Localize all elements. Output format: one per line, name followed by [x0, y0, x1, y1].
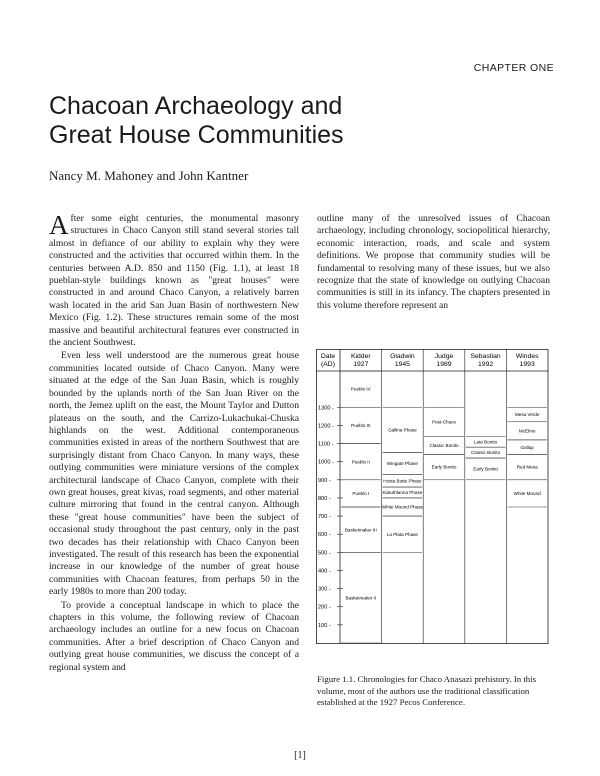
- title-line-2: Great House Communities: [49, 121, 344, 149]
- column-header-name: Judge: [434, 353, 454, 360]
- y-tick-label: 300 -: [318, 586, 331, 593]
- period-label: Pueblo II: [351, 459, 370, 465]
- column-header-name: Gladwin: [390, 353, 415, 360]
- period-label: White Mound: [513, 491, 541, 496]
- chapter-label: CHAPTER ONE: [473, 62, 554, 74]
- period-label: McElmo: [518, 428, 536, 434]
- chronology-chart: [316, 347, 552, 647]
- y-tick-label: 800 -: [318, 495, 331, 502]
- period-label: Early Bonito: [431, 464, 457, 470]
- period-label: Basketmaker III: [344, 527, 377, 533]
- title-line-1: Chacoan Archaeology and: [49, 92, 343, 120]
- authors: Nancy M. Mahoney and John Kantner: [49, 168, 249, 183]
- y-tick-label: 500 -: [318, 550, 331, 557]
- period-label: Gallup: [520, 444, 534, 450]
- period-label: Mesa Verde: [514, 412, 540, 418]
- chapter-title: [49, 92, 344, 150]
- column-header-year: 1992: [478, 361, 494, 368]
- y-tick-label: 1100 -: [318, 441, 334, 448]
- y-tick-label: 1300 -: [318, 405, 334, 412]
- period-label: Gallina Phase: [388, 427, 417, 433]
- column-header-year: 1993: [519, 361, 535, 368]
- y-tick-label: 400 -: [318, 568, 331, 575]
- column-header-name: Windes: [515, 353, 539, 360]
- date-header-label: (AD): [321, 361, 335, 368]
- period-label: Pueblo III: [351, 423, 371, 428]
- period-label: Classic Bonito: [471, 450, 501, 456]
- period-label: La Plata Phase: [386, 531, 418, 537]
- period-label: Kiatuthlanna Phase: [382, 490, 423, 496]
- period-label: Wingate Phase: [386, 461, 418, 467]
- figure-caption: Figure 1.1. Chronologies for Chaco Anasazi prehistory. In this volume, most of the authors use the traditional classification established at the 1927 Pecos Conference.: [317, 674, 537, 708]
- column-header-name: Sebastian: [470, 353, 501, 360]
- paragraph-4: outline many of the unresolved issues of Chacoan archaeology, including chronology, sociopolitical hierarchy, economic interaction, roads, and scale and system definitions. We propose that community studies will be fundamental to resolving many of these issues, but we also recognize that the state of knowledge on outlying Chacoan communities is still in its infancy. The chapters presented in this volume therefore represent an: [317, 213, 550, 311]
- y-tick-label: 100 -: [318, 622, 331, 629]
- y-tick-label: 900 -: [318, 477, 331, 484]
- y-tick-label: 1200 -: [318, 423, 334, 430]
- period-label: Early Bonito: [473, 466, 498, 472]
- period-label: Late Bonito: [473, 439, 498, 445]
- period-label: Red Mesa: [516, 464, 538, 470]
- period-label: Classic Bonito: [429, 442, 459, 448]
- date-header-label: Date: [320, 353, 336, 360]
- page-number: [1]: [294, 750, 306, 761]
- column-header-year: 1989: [436, 361, 452, 368]
- y-tick-label: 700 -: [318, 514, 331, 521]
- period-label: Basketmaker II: [345, 595, 377, 601]
- chronology-figure: [316, 347, 552, 647]
- period-label: White Mound Phase: [381, 504, 424, 510]
- drop-cap: A: [49, 210, 69, 240]
- period-label: Pueblo IV: [350, 386, 371, 392]
- y-tick-label: 1000 -: [318, 459, 334, 466]
- column-header-year: 1945: [394, 361, 410, 368]
- y-tick-label: 200 -: [318, 604, 331, 611]
- period-label: Post-Chaco: [431, 419, 457, 425]
- column-header-year: 1927: [353, 361, 369, 368]
- period-label: Hosta Butte Phase: [383, 478, 422, 484]
- right-column: [317, 213, 550, 313]
- paragraph-3: To provide a conceptual landscape in which to place the chapters in this volume, the following review of Chacoan archaeology includes an outline for a new focus on Chacoan communities. After a brief description of Chaco Canyon and outlying great house communities, we discuss the concept of a regional system and: [49, 599, 299, 673]
- y-tick-label: 600 -: [318, 532, 331, 539]
- left-column: [49, 210, 299, 675]
- paragraph-1-text: fter some eight centuries, the monumental masonry structures in Chaco Canyon still stand several stories tall almost in defiance of our ability to explain why they were constructed and the activities that occurred within them. In the centuries between A.D. 850 and 1150 (Fig. 1.1), at least 18 pueblan-style buildings known as "great houses" were constructed in and around Chaco Canyon, a relatively barren wash located in the arid San Juan Basin of northwestern New Mexico (Fig. 1.2). These structures remain some of the most massive and beautiful architectural features ever constructed in the ancient Southwest.: [49, 213, 299, 349]
- column-header-name: Kidder: [350, 353, 371, 360]
- paragraph-2: Even less well understood are the numerous great house communities located outside of Chaco Canyon. Many were situated at the edge of the San Juan Basin, which is roughly bounded by the uplands north of the San Juan River on the north, the Jemez uplift on the east, the Mount Taylor and Dutton plateaus on the south, and the Carrizo-Lukachukai-Chuska highlands on the west. Additional contemporaneous communities existed in areas of the northern Southwest that are surprisingly distant from Chaco Canyon. In many ways, these outlying communities were miniature versions of the complex architectural landscape of Chaco Canyon, complete with their own great houses, great kivas, road segments, and other material culture mirroring that found in the central canyon. Although these "great house communities" have been the subject of occasional study throughout the past century, only in the past two decades has their relationship with Chaco Canyon been investigated. The result of this research has been the exponential increase in our knowledge of the number of great house communities with Chacoan features, from perhaps 50 in the early 1980s to more than 200 today.: [49, 350, 299, 598]
- period-label: Pueblo I: [352, 491, 370, 496]
- paragraph-1: [49, 210, 299, 349]
